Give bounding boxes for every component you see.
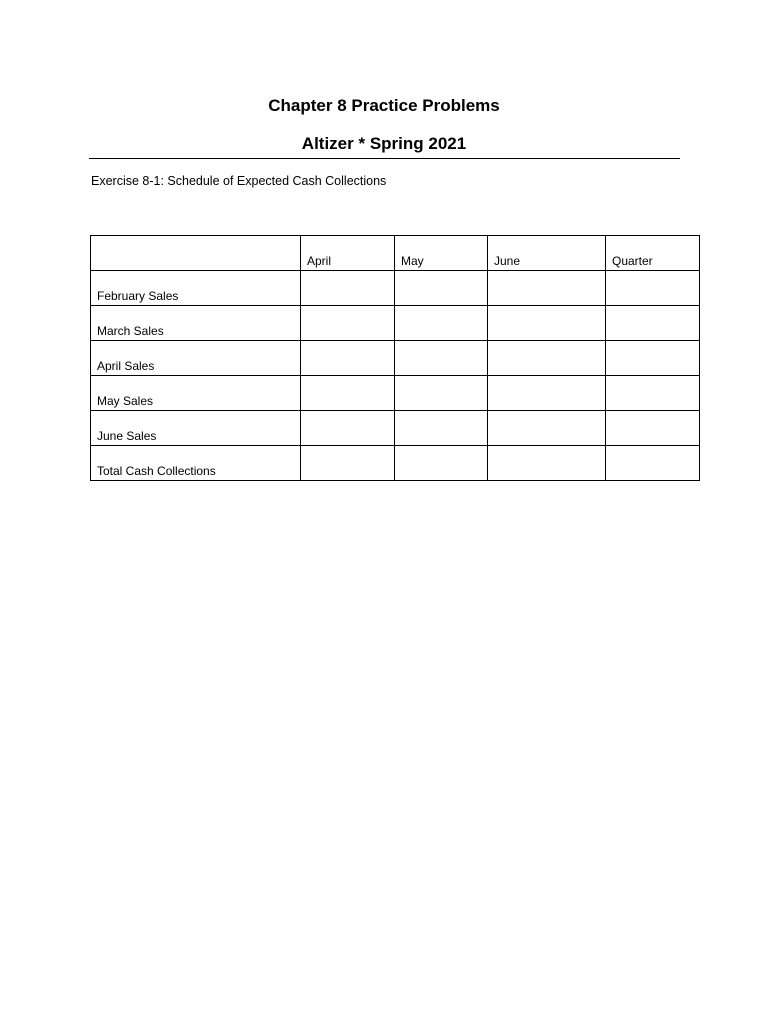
table-row <box>91 271 700 306</box>
table-cell <box>488 271 606 306</box>
column-header-may: May <box>395 236 488 271</box>
column-header-june: June <box>488 236 606 271</box>
row-label: May Sales <box>91 376 301 411</box>
table-cell <box>606 341 700 376</box>
table-cell <box>301 376 395 411</box>
table-cell <box>395 306 488 341</box>
table-cell <box>301 411 395 446</box>
table-row <box>91 411 700 446</box>
table-cell <box>395 446 488 481</box>
column-header-april: April <box>301 236 395 271</box>
table-cell <box>395 411 488 446</box>
row-label: June Sales <box>91 411 301 446</box>
page-subtitle: Altizer * Spring 2021 <box>301 134 467 153</box>
table-cell <box>301 341 395 376</box>
page-title: Chapter 8 Practice Problems <box>268 96 500 115</box>
row-label: April Sales <box>91 341 301 376</box>
table-cell <box>606 376 700 411</box>
row-label: Total Cash Collections <box>91 446 301 481</box>
table-cell <box>606 446 700 481</box>
table-cell <box>488 446 606 481</box>
table-cell <box>488 306 606 341</box>
table-cell <box>488 376 606 411</box>
table-row <box>91 376 700 411</box>
table-cell <box>301 306 395 341</box>
table-cell <box>395 271 488 306</box>
table-row <box>91 446 700 481</box>
cash-collections-table <box>90 235 700 481</box>
table-cell <box>301 446 395 481</box>
table-cell <box>488 411 606 446</box>
column-header-quarter: Quarter <box>606 236 700 271</box>
title-divider <box>89 158 680 159</box>
table-row <box>91 306 700 341</box>
table-cell <box>606 306 700 341</box>
table-cell <box>395 341 488 376</box>
exercise-heading: Exercise 8-1: Schedule of Expected Cash Collections <box>91 174 387 188</box>
row-label: February Sales <box>91 271 301 306</box>
table-cell <box>488 341 606 376</box>
column-header-label <box>91 236 301 271</box>
table-cell <box>395 376 488 411</box>
row-label: March Sales <box>91 306 301 341</box>
table-header-row <box>91 236 700 271</box>
table-cell <box>606 411 700 446</box>
table-cell <box>301 271 395 306</box>
table-row <box>91 341 700 376</box>
table-cell <box>606 271 700 306</box>
